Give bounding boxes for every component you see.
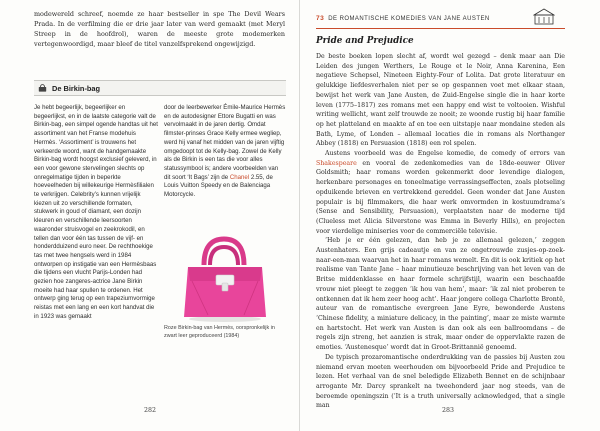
paragraph-1-b: Northanger Abbey (1818) en Persuasion (1818) een rol spelen. — [316, 130, 565, 148]
chapter-title: Pride and Prejudice — [316, 36, 414, 46]
running-head-text: DE ROMANTISCHE KOMEDIES VAN JANE AUSTEN — [328, 16, 490, 22]
handbag-icon — [38, 84, 47, 92]
birkin-bag-photo — [164, 231, 286, 323]
page-number-left: 282 — [144, 407, 157, 414]
paragraph-2 — [316, 149, 565, 236]
paragraph-2-a: Austens voorbeeld was de Engelse komedie, de comedy of errors van — [325, 150, 565, 158]
header-rule — [316, 28, 565, 29]
running-head — [316, 15, 566, 22]
chanel-link[interactable]: Chanel — [229, 173, 250, 181]
crest-icon — [533, 8, 555, 26]
chapter-number: 73 — [316, 15, 325, 22]
box-col2-text-b: 2.55, de Louis Vuitton Speedy en de Balenciaga Motorcycle. — [164, 173, 273, 199]
paragraph-1-a: De beste boeken lopen slecht af, wordt wel gezegd – denk maar aan Die Leiden des jungen Werthers, Le Rouge et le Noir, Anna Karenina, Een negatieve Schepsel, Nineteen Eighty-Four of Lolita. Dat grote literatuur en gelukkige liefdesverhalen niet per se op gespannen voet met elkaar staan, bewijst het werk van Jane Austen, de Zuid-Engelse single die in haar korte leven (1775–1817) zes romans met een happy end wist te voltooien. Wishful writing wellicht, want zelf trouwde ze nooit; ze woonde rustig bij haar familie op het platteland en maakte af en toe een uitstapje naar mondaine steden als Bath, Lyme, of Londen – allemaal locaties die in romans als — [316, 53, 565, 138]
right-body — [316, 52, 565, 411]
box-col1-text: Je hebt begeerlijk, begeerlijker en begeerlijkst, en in de laatste categorie valt de Birkin-bag, een simpel ogende handtas uit het assortiment van het Franse modehuis Hermès. ‘Assortiment’ is trouwens het verkeerde woord, want de handgemaakte Birkin-bag wordt hoogst exclusief geleverd, in een voor gewone stervelingen slechts op onregelmatige tijden in beperkte hoeveelheden bij willekeurige Hermèsfilialen te verkrijgen. Celebrity’s kunnen vrijelijk kiezen uit zo verschillende formaten, stukwerk in goud of diamant, een dozijn kleuren en verschillende leersoorten waaronder struisvogel en zeekrokodil, en tellen dan voor één tas tussen de vijf- en honderdduizend euro neer. De rechthoekige tas met twee hengsels werd in 1984 ontworpen op instigatie van een Hermèsbaas die tijdens een vlucht Parijs-Londen had gezien hoe zangeres-actrice Jane Birkin moeite had haar spullen te ordenen. Het ontwerp ging terug op een trapeziumvormige reistas met een lang en een kort handvat die in 1923 was gemaakt — [34, 104, 158, 320]
left-top-paragraph: modewereld schreef, noemde ze haar bestseller in spe The Devil Wears Prada. In de verfilming die er drie jaar later van werd gemaakt (met Meryl Streep in de hoofdrol), waren de meeste grote modemerken vertegenwoordigd, maar bleef de titel vanzelfsprekend ongewijzigd. — [34, 10, 285, 48]
page-number-right: 283 — [442, 407, 455, 414]
paragraph-3: ‘Heb je er één gelezen, dan heb je ze allemaal gelezen,’ zeggen Austenhaters. Een grijs cadeautje en van ze ongetrouwde zusjes-op-zoek-naar-een-man waarvan het in haar romans wemelt. En dit is ook kritiek op het realisme van Tante Jane – haar minutieuze beschrijving van het leven van de Britse middenklasse en haar formele schrijfstijl, waarin een beschaafde vrouw niet pleegt te zeggen ‘ik hou van hem’, maar: ‘ik zal niet proberen te ontkennen dat ik hem zeer hoog acht’. Haar jongere collega Charlotte Brontë, auteur van de romantische evergreen Jane Eyre, bewonderde Austens ‘Chinese fidelity, a miniature delicacy, in the painting’, maar ze miste warmte en hartstocht. Het werk van Austen is dan ook als een ballroomdans – de regels zijn streng, het aanzien is strak, maar onder de oppervlakte razen de emoties. ‘Austenesque’ wordt dat in Groot-Brittannië genoemd. — [316, 237, 565, 352]
box-col2-text-a: door de leerbewerker Émile-Maurice Hermès en de autodesigner Ettore Bugatti en was vervolmaakt in de jaren dertig. Omdat filmster-prinses Grace Kelly ermee wegliep, werd hij vanaf het midden van de jaren vijftig omgedoopt tot de Kelly-bag. Zowel de Kelly als de Birkin is een tas die voor alles statussymbool is; andere voorbeelden van dit soort ‘It Bags’ zijn de — [164, 104, 286, 181]
paragraph-4: De typisch prozaromantische onderdrukking van de passies bij Austen zou niemand ervan moeten weerhouden om bijvoorbeeld Pride and Prejudice te lezen. Het verhaal van de snel beledigde Elizabeth Bennet en de schijnbaar arrogante Mr. Darcy sprankelt na tweehonderd jaar nog steeds, van de beroemde openingszin (‘It is a truth universally acknowledged, that a single man — [316, 353, 565, 410]
shakespeare-link[interactable]: Shakespeare — [316, 159, 357, 167]
box-column-2 — [164, 104, 286, 200]
paragraph-2-b: en vooral de zedenkomedies van de 18de-eeuwer Oliver Goldsmith; haar romans worden gekenmerkt door levendige dialogen, herkenbare personages en toneelmatige verrassingseffecten, zoals plotseling opduikende brieven en vertrekkend gereddel. Geen wonder dat Jane Austen populair is bij filmmakers, die haar werk omvormden in kostuumdrama’s (Sense and Sensibility, Persuasion), verplaatsten naar de moderne tijd (Clueless met Alicia Silverstone was Emma in Beverly Hills), en projecten voor vierdelige miniseries voor de commerciële televisie. — [316, 159, 565, 235]
photo-caption: Roze Birkin-bag van Hermès, oorspronkelijk in zwart leer geproduceerd (1984) — [164, 325, 275, 339]
sidebar-box-header — [34, 80, 286, 96]
box-column-1 — [34, 104, 158, 322]
box-col2-text — [164, 104, 286, 200]
paragraph-1 — [316, 52, 565, 149]
box-title: De Birkin-bag — [52, 83, 101, 93]
